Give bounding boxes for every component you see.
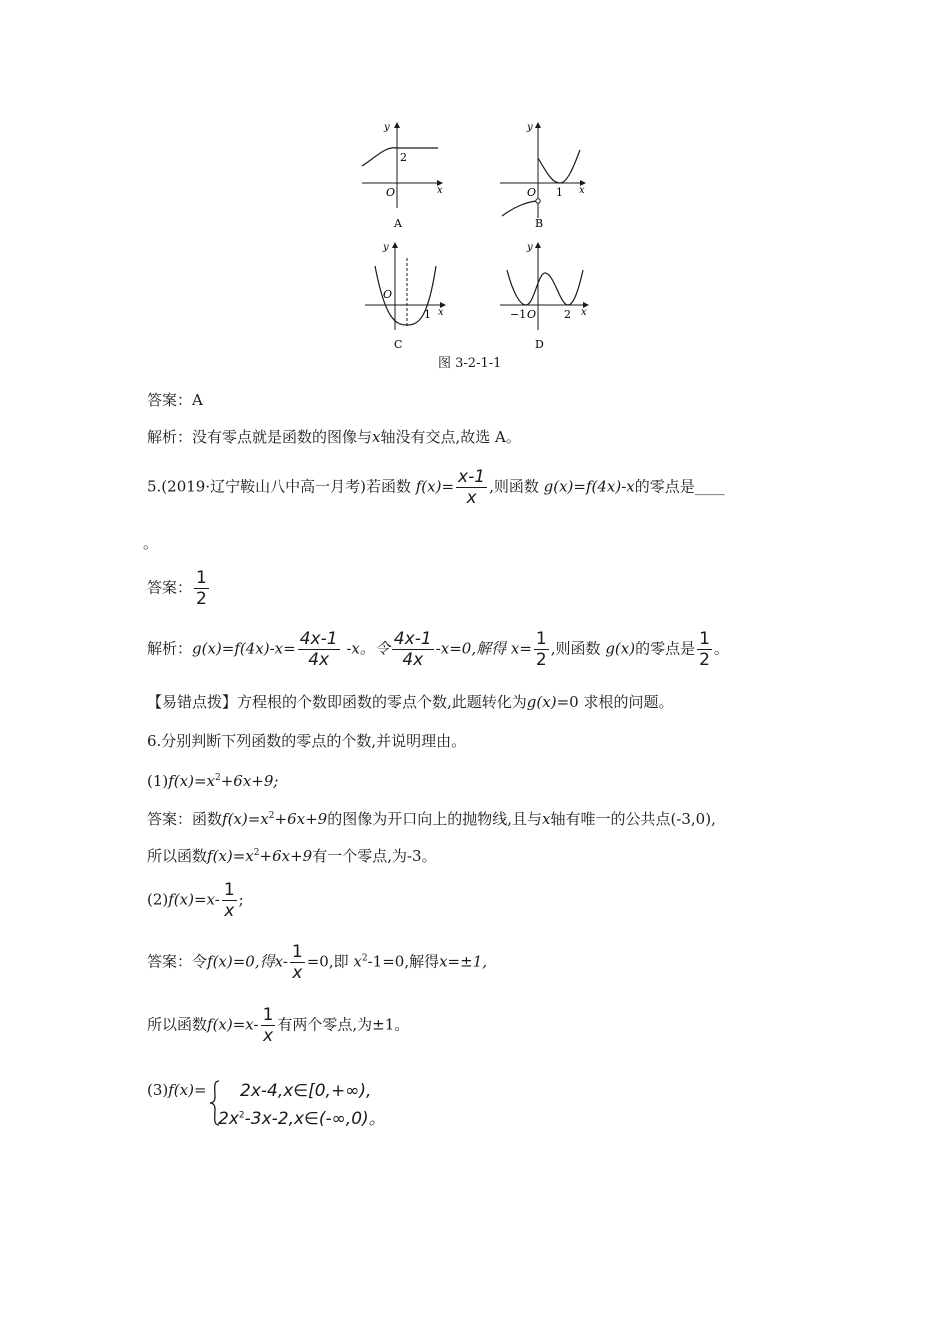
q6-part2-answer-line1: 答案：令f(x)=0,得x- $\frac{1}{x}$ =0,即 $x^2-1=0$,解得x=±1, — [147, 942, 488, 983]
graph-c-letter: C — [394, 338, 403, 351]
graph-a-x-label: x — [437, 185, 443, 196]
graph-b-x-label: x — [579, 185, 585, 196]
q6-part3-case2: $2x^2-3x-2,x\in(-\infty,0)$。 — [218, 1109, 386, 1129]
graph-b-open-point — [536, 199, 540, 203]
q4-analysis: 解析：没有零点就是函数的图像与x轴没有交点,故选 A。 — [147, 428, 521, 446]
q5-question: 5.(2019·辽宁鞍山八中高一月考)若函数 f(x)= $\frac{x-1}{x}$ ,则函数 g(x)=f(4x)-x的零点是____ — [147, 467, 725, 508]
graph-d-origin: O — [527, 308, 537, 321]
q5-question-period: 。 — [143, 534, 159, 552]
graph-b-mark: 1 — [556, 186, 563, 199]
graph-c-mark: 1 — [424, 308, 431, 321]
graph-d-mark-neg: −1 — [510, 308, 527, 321]
q5-analysis: 解析：g(x)=f(4x)-x= $\frac{4x-1}{4x}$ -x。令 $\frac{4x-1}{4x}$ -x=0,解得 x= $\frac{1}{2}$ ,则函数 g(x)的零点是 $\frac{1}{2}$ 。 — [147, 629, 729, 670]
graph-a-origin: O — [386, 186, 396, 199]
q6-part3: (3)f(x)= — [147, 1081, 207, 1099]
q6-part1-answer-line1: 答案：函数$f(x)=x^2+6x+9$的图像为开口向上的抛物线,且与x轴有唯一的公共点(-3,0), — [147, 810, 716, 828]
q6-title: 6.分别判断下列函数的零点的个数,并说明理由。 — [147, 732, 467, 750]
graph-c-y-label: y — [383, 242, 389, 253]
graph-d-mark-pos: 2 — [564, 308, 571, 321]
graph-a-y-label: y — [384, 122, 390, 133]
graph-c-x-label: x — [438, 307, 444, 318]
graph-panel-c — [365, 242, 445, 351]
q5-tip: 【易错点拨】方程根的个数即函数的零点个数,此题转化为g(x)=0 求根的问题。 — [147, 693, 674, 711]
graph-d-y-label: y — [527, 242, 533, 253]
q6-part1: $(1)f(x)=x^2+6x+9$; — [147, 772, 279, 790]
graph-panel-b — [500, 122, 585, 230]
q6-part1-answer-line2: 所以函数$f(x)=x^2+6x+9$有一个零点,为-3。 — [147, 847, 437, 865]
graph-b-curve-left — [502, 201, 536, 216]
figure-caption: 图 3-2-1-1 — [438, 356, 502, 371]
q5-answer: 答案： $\frac{1}{2}$ — [147, 568, 207, 609]
graph-a-letter: A — [394, 217, 402, 230]
graph-d-curve — [507, 270, 583, 305]
q6-part2: (2)f(x)=x- $\frac{1}{x}$ ; — [147, 880, 244, 921]
graph-c-origin: O — [383, 288, 393, 301]
graph-b-curve-right — [538, 150, 580, 183]
q4-answer: 答案：A — [147, 391, 203, 409]
graph-a-mark: 2 — [400, 151, 407, 164]
graph-panel-d — [500, 242, 588, 351]
graph-d-letter: D — [535, 338, 544, 351]
graph-panel-a — [362, 122, 443, 230]
figure-function-graphs — [350, 118, 600, 358]
graph-b-y-label: y — [527, 122, 533, 133]
graph-b-origin: O — [527, 186, 537, 199]
graph-b-letter: B — [535, 217, 544, 230]
graph-d-x-label: x — [581, 307, 587, 318]
q6-part3-case1: 2x-4,x∈[0,+∞), — [240, 1081, 372, 1101]
q6-part2-answer-line2: 所以函数f(x)=x- $\frac{1}{x}$ 有两个零点,为±1。 — [147, 1005, 410, 1046]
